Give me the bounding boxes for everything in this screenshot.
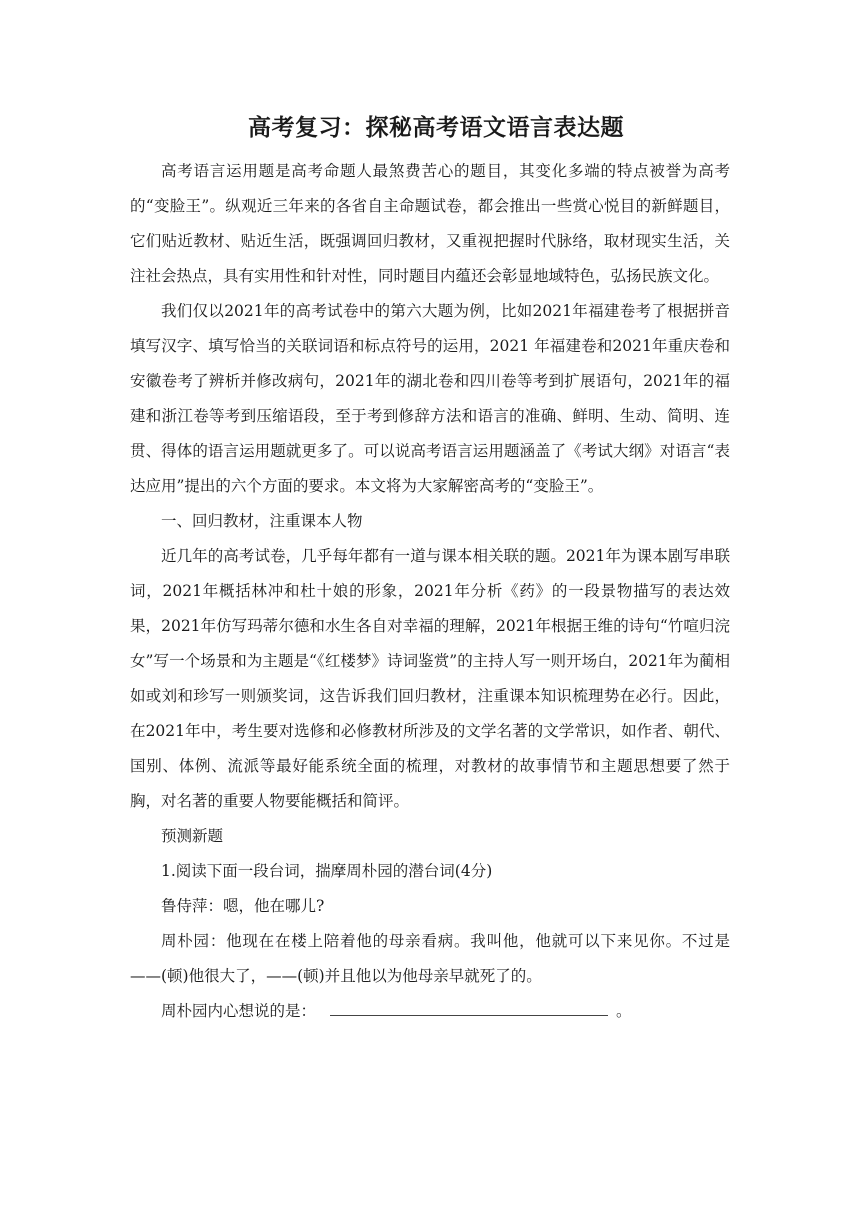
- answer-prefix: 周朴园内心想说的是：: [161, 1002, 317, 1020]
- paragraph-intro: 高考语言运用题是高考命题人最煞费苦心的题目，其变化多端的特点被誉为高考的“变脸王”。纵观近三年来的各省自主命题试卷，都会推出一些赏心悦目的新鲜题目，它们贴近教材、贴近生活，既强调回归教材，又重视把握时代脉络，取材现实生活，关注社会热点，具有实用性和针对性，同时题目内蕴还会彰显地域特色，弘扬民族文化。: [130, 162, 730, 285]
- section-heading: 一、回归教材，注重课本人物: [161, 512, 363, 530]
- document-title: 高考复习：探秘高考语文语言表达题: [248, 114, 624, 141]
- subheading-predict: 预测新题: [161, 827, 224, 845]
- answer-suffix: 。: [616, 1002, 632, 1020]
- document-page: [130, 108, 730, 1029]
- answer-line: [130, 994, 730, 1029]
- paragraph-examples: 我们仅以2021年的高考试卷中的第六大题为例，比如2021年福建卷考了根据拼音填写汉字、填写恰当的关联词语和标点符号的运用，2021 年福建卷和2021年重庆卷和安徽卷考了辨析并修改病句，2021年的湖北卷和四川卷等考到扩展语句，2021年的福建和浙江卷等考到压缩语段，至于考到修辞方法和语言的准确、鲜明、生动、简明、连贯、得体的语言运用题就更多了。可以说高考语言运用题涵盖了《考试大纲》对语言“表达应用”提出的六个方面的要求。本文将为大家解密高考的“变脸王”。: [130, 302, 730, 495]
- paragraph-textbook: 近几年的高考试卷，几乎每年都有一道与课本相关联的题。2021年为课本剧写串联词，2021年概括林冲和杜十娘的形象，2021年分析《药》的一段景物描写的表达效果，2021年仿写玛蒂尔德和水生各自对幸福的理解，2021年根据王维的诗句“竹喧归浣女”写一个场景和为主题是“《红楼梦》诗词鉴赏”的主持人写一则开场白，2021年为蔺相如或刘和珍写一则颁奖词，这告诉我们回归教材，注重课本知识梳理势在必行。因此，在2021年中，考生要对选修和必修教材所涉及的文学名著的文学常识，如作者、朝代、国别、体例、流派等最好能系统全面的梳理，对教材的故事情节和主题思想要了然于胸，对名著的重要人物要能概括和简评。: [130, 547, 730, 810]
- answer-blank: [330, 995, 608, 1016]
- dialogue-zhoupuyuan: 周朴园：他现在在楼上陪着他的母亲看病。我叫他，他就可以下来见你。不过是——(顿)他很大了，——(顿)并且他以为他母亲早就死了的。: [130, 932, 730, 985]
- dialogue-lushiping: 鲁侍萍：嗯，他在哪儿?: [161, 897, 325, 915]
- question-prompt: 1.阅读下面一段台词，揣摩周朴园的潜台词(4分): [161, 862, 493, 880]
